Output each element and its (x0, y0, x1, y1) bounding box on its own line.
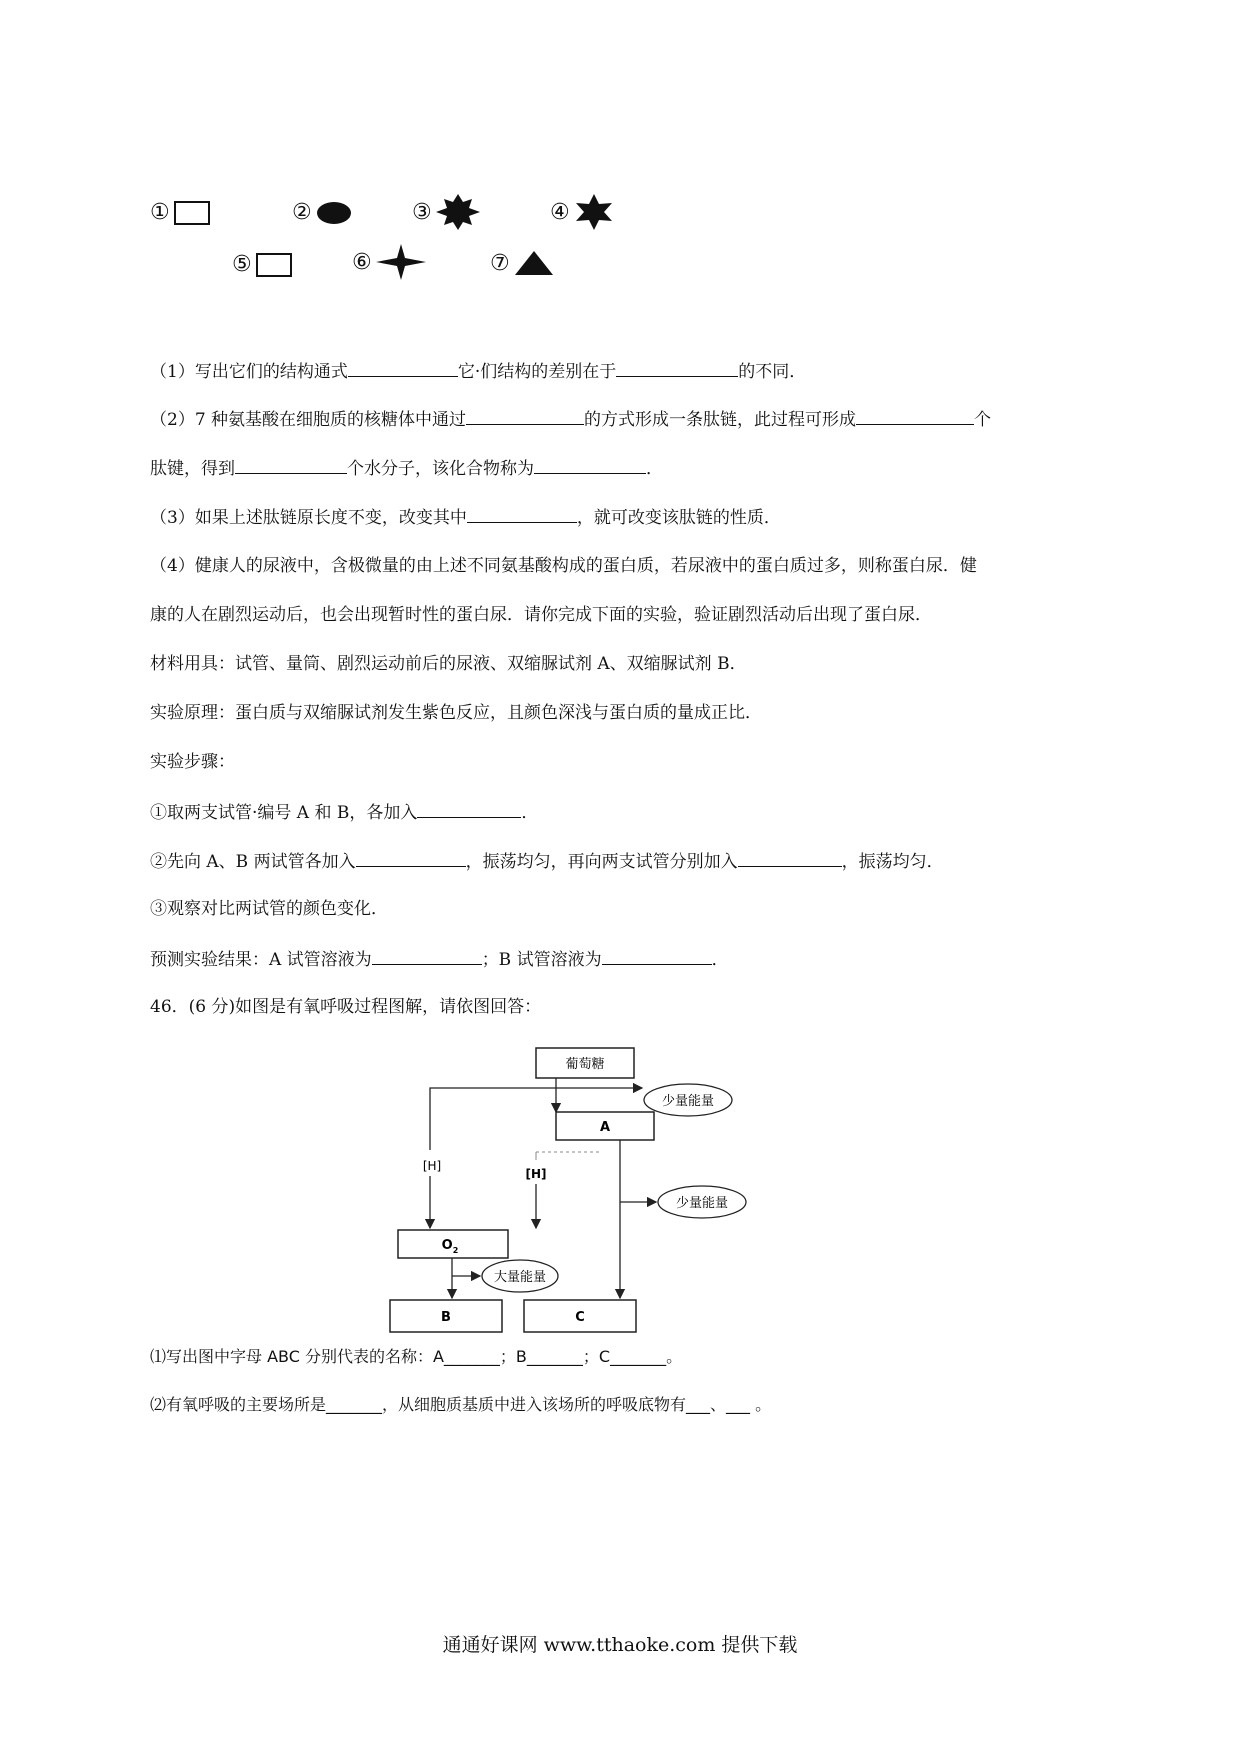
answer-blank[interactable] (534, 455, 646, 474)
shape-number: ③ (412, 199, 432, 225)
triangle-icon (514, 250, 554, 276)
shape-item-4 (550, 194, 614, 230)
large-energy-label: 大量能量 (493, 1270, 547, 1285)
q2-text-c: 个 (974, 410, 992, 430)
box-a-label: A (599, 1120, 611, 1135)
h-left-label: [H] (422, 1159, 442, 1173)
q1-text-a: （1）写出它们的结构通式 (150, 362, 348, 382)
step2-text-c: ，振荡均匀． (841, 852, 944, 872)
materials: 材料用具：试管、量筒、剧烈运动前后的尿液、双缩脲试剂 A、双缩脲试剂 B． (150, 654, 747, 674)
q3-text-a: （3）如果上述肽链原长度不变，改变其中 (150, 508, 467, 528)
step1-text-b: ． (521, 803, 539, 823)
q1-text-c: 的不同． (738, 362, 807, 382)
question-4-line-1 (150, 554, 977, 578)
shape-item-6 (352, 244, 426, 280)
q2-text-b: 的方式形成一条肽链，此过程可形成 (584, 410, 857, 430)
shape-item-5 (232, 252, 292, 277)
answer-blank[interactable] (235, 455, 347, 474)
answer-blank[interactable] (356, 848, 466, 867)
question-4-line-2 (150, 603, 932, 627)
o2-label: $O_2$ (441, 1238, 459, 1255)
step-3: ③观察对比两试管的颜色变化． (150, 899, 388, 919)
q4-text-a: （4）健康人的尿液中，含极微量的由上述不同氨基酸构成的蛋白质，若尿液中的蛋白质过多，则称蛋白尿．健 (150, 556, 977, 576)
step-2 (150, 848, 944, 874)
step2-text-b: ，振荡均匀，再向两支试管分别加入 (465, 852, 738, 872)
open-square-icon (256, 253, 292, 277)
shape-number: ⑥ (352, 249, 372, 275)
q1-text-b: 它·们结构的差别在于 (457, 362, 617, 382)
answer-blank[interactable] (348, 358, 458, 377)
step1-text-a: ①取两支试管·编号 A 和 B，各加入 (150, 803, 418, 823)
step-1 (150, 799, 538, 825)
q2-text-f: ． (646, 459, 663, 479)
h-mid-label: [H] (525, 1167, 547, 1181)
q2-text-d: 肽键，得到 (150, 459, 235, 479)
shape-number: ⑦ (490, 250, 510, 276)
aerobic-respiration-diagram (422, 1040, 790, 1325)
answer-blank[interactable] (738, 848, 842, 867)
question-2-line-2 (150, 455, 663, 481)
answer-blank[interactable] (856, 406, 974, 425)
q4-text-b: 康的人在剧烈运动后，也会出现暂时性的蛋白尿．请你完成下面的实验，验证剧烈活动后出现了蛋白尿． (150, 605, 932, 625)
question-1 (150, 358, 806, 384)
shape-number: ⑤ (232, 252, 252, 277)
glucose-label: 葡萄糖 (565, 1057, 605, 1072)
shape-item-7 (490, 250, 554, 276)
q3-text-b: ，就可改变该肽链的性质． (576, 508, 781, 528)
principle: 实验原理：蛋白质与双缩脲试剂发生紫色反应，且颜色深浅与蛋白质的量成正比． (150, 703, 762, 723)
shape-number: ④ (550, 199, 570, 225)
filled-ellipse-icon (316, 201, 352, 225)
small-energy-label-1: 少量能量 (661, 1094, 715, 1109)
predict-text-c: ． (711, 950, 729, 970)
answer-blank[interactable] (466, 406, 584, 425)
prediction (150, 946, 729, 972)
octagram-icon (436, 194, 480, 230)
amino-acid-shapes (150, 200, 710, 300)
box-b-label: B (441, 1310, 451, 1325)
sub-question-2: ⑵有氧呼吸的主要场所是_______，从细胞质基质中进入该场所的呼吸底物有___、___ 。 (150, 1395, 772, 1414)
diagram-svg (422, 1040, 790, 1325)
answer-blank[interactable] (372, 946, 482, 965)
step2-text-a: ②先向 A、B 两试管各加入 (150, 852, 356, 872)
question-2-line-1 (150, 406, 991, 432)
box-c-label: C (575, 1310, 585, 1325)
hexagram-icon (574, 194, 614, 230)
sub-question-1: ⑴写出图中字母 ABC 分别代表的名称：A_______；B_______；C_______。 (150, 1347, 683, 1366)
answer-blank[interactable] (602, 946, 712, 965)
question-3 (150, 504, 781, 530)
question-46-title: 46．(6 分)如图是有氧呼吸过程图解，请依图回答： (150, 997, 542, 1017)
shape-number: ① (150, 200, 170, 225)
answer-blank[interactable] (467, 504, 577, 523)
small-energy-label-2: 少量能量 (675, 1196, 729, 1211)
shape-item-2 (292, 200, 352, 225)
q2-text-a: （2）7 种氨基酸在细胞质的核糖体中通过 (150, 410, 467, 430)
q2-text-e: 个水分子，该化合物称为 (347, 459, 534, 479)
predict-text-a: 预测实验结果：A 试管溶液为 (150, 950, 372, 970)
four-point-star-icon (376, 244, 426, 280)
shape-number: ② (292, 200, 312, 225)
shape-item-3 (412, 194, 480, 230)
shape-item-1 (150, 200, 210, 225)
steps-title: 实验步骤： (150, 752, 235, 772)
answer-blank[interactable] (616, 358, 738, 377)
predict-text-b: ；B 试管溶液为 (481, 950, 602, 970)
answer-blank[interactable] (417, 799, 521, 818)
open-square-icon (174, 201, 210, 225)
footer-credit: 通通好课网 www.tthaoke.com 提供下载 (442, 1634, 798, 1656)
